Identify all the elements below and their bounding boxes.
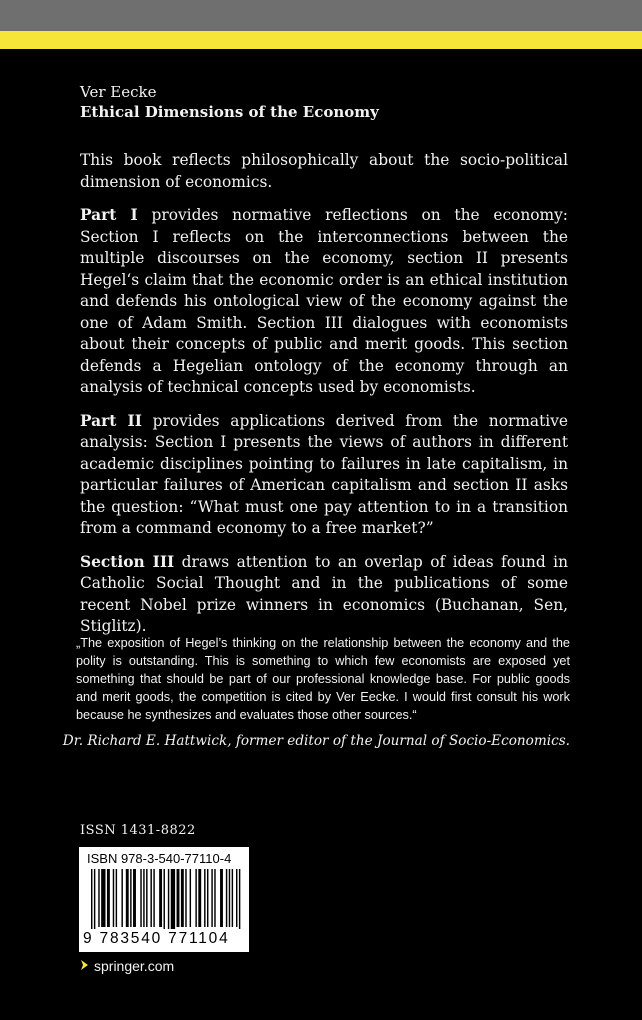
barcode-bar <box>239 869 240 929</box>
barcode-bar <box>130 869 131 927</box>
barcode-bar <box>211 869 212 927</box>
barcode-bar <box>98 869 99 927</box>
top-gray-band <box>0 0 642 31</box>
barcode-bar <box>204 869 205 927</box>
part2-label: Part II <box>80 411 142 430</box>
barcode-bar <box>107 869 110 927</box>
barcode-bar <box>101 869 105 927</box>
barcode-bar <box>195 869 196 927</box>
author-name: Ver Eecke <box>80 83 157 101</box>
book-title: Ethical Dimensions of the Economy <box>80 103 379 121</box>
barcode-bar <box>214 869 215 927</box>
barcode-bar <box>207 869 208 927</box>
back-cover-text <box>80 82 568 650</box>
publisher-url[interactable]: springer.com <box>94 958 175 974</box>
barcode-bar <box>91 869 92 929</box>
publisher-link[interactable] <box>80 958 174 974</box>
part1-paragraph <box>80 205 568 399</box>
barcode-bar <box>171 869 175 929</box>
barcode-bar <box>177 869 180 927</box>
section3-label: Section III <box>80 552 175 571</box>
part2-paragraph <box>80 411 568 540</box>
part2-text: provides applications derived from the normative analysis: Section I presents the views of authors in different academic disciplines pointing to failures in late capitalism, in particular failures of American capitalism and section II asks the question: “What must one pay attention to in a transition from a command economy to a free market?” <box>80 411 568 537</box>
barcode-bar <box>198 869 201 927</box>
barcode-bar <box>229 869 230 927</box>
barcode-bar <box>226 869 227 927</box>
barcode-image <box>87 869 243 929</box>
barcode-bar <box>168 869 169 929</box>
barcode-bar <box>146 869 147 927</box>
barcode-bar <box>133 869 136 927</box>
barcode-bar <box>232 869 233 927</box>
barcode-bar <box>121 869 122 927</box>
barcode-bar <box>126 869 129 927</box>
yellow-accent-band <box>0 31 642 49</box>
barcode-bar <box>220 869 223 927</box>
barcode-bar <box>143 869 144 927</box>
barcode-bar <box>185 869 186 927</box>
barcode-bar <box>236 869 237 927</box>
intro-paragraph: This book reflects philosophically about the socio-political dimension of economics. <box>80 151 568 191</box>
barcode-bar <box>153 869 154 927</box>
part1-label: Part I <box>80 206 138 224</box>
issn-number: ISSN 1431-8822 <box>80 823 196 838</box>
barcode-bar <box>94 869 95 929</box>
description <box>80 150 568 638</box>
review-quote: „The exposition of Hegel’s thinking on the relationship between the economy and the polity is outstanding. This is something to which few economists are exposed yet something that should be part of our professional knowledge base. For public goods and merit goods, the competition is cited by Ver Eecke. I would first consult his work because he synthesizes and evaluates those other sources.“ <box>76 636 570 723</box>
barcode-bar <box>181 869 184 927</box>
barcode-bar <box>150 869 151 927</box>
section3-text: draws attention to an overlap of ideas found in Catholic Social Thought and in the publications of some recent Nobel prize winners in economics (Buchanan, Sen, Stiglitz). <box>80 552 568 635</box>
barcode-bar <box>113 869 114 927</box>
barcode-bar <box>190 869 191 927</box>
barcode-bar <box>116 869 117 927</box>
isbn-label: ISBN 978-3-540-77110-4 <box>87 851 232 866</box>
section3-paragraph <box>80 552 568 638</box>
chevron-right-icon <box>80 958 90 974</box>
barcode-bar <box>159 869 162 927</box>
quote-attribution: Dr. Richard E. Hattwick, former editor of the Journal of Socio-Economics. <box>62 733 570 749</box>
barcode-bar <box>140 869 141 927</box>
barcode-box <box>79 847 249 952</box>
barcode-digits: 9 783540 771104 <box>83 930 230 947</box>
barcode-bar <box>164 869 165 929</box>
part1-text: provides normative reflections on the economy: Section I reflects on the interconnections between the multiple discourses on the economy, section II presents Hegel‘s claim that the economic order is an ethical institution and defends his ontological view of the economy against the one of Adam Smith. Section III dialogues with economists about their concepts of public and merit goods. This section defends a Hegelian ontology of the economy through an analysis of technical concepts used by economists. <box>80 206 568 396</box>
